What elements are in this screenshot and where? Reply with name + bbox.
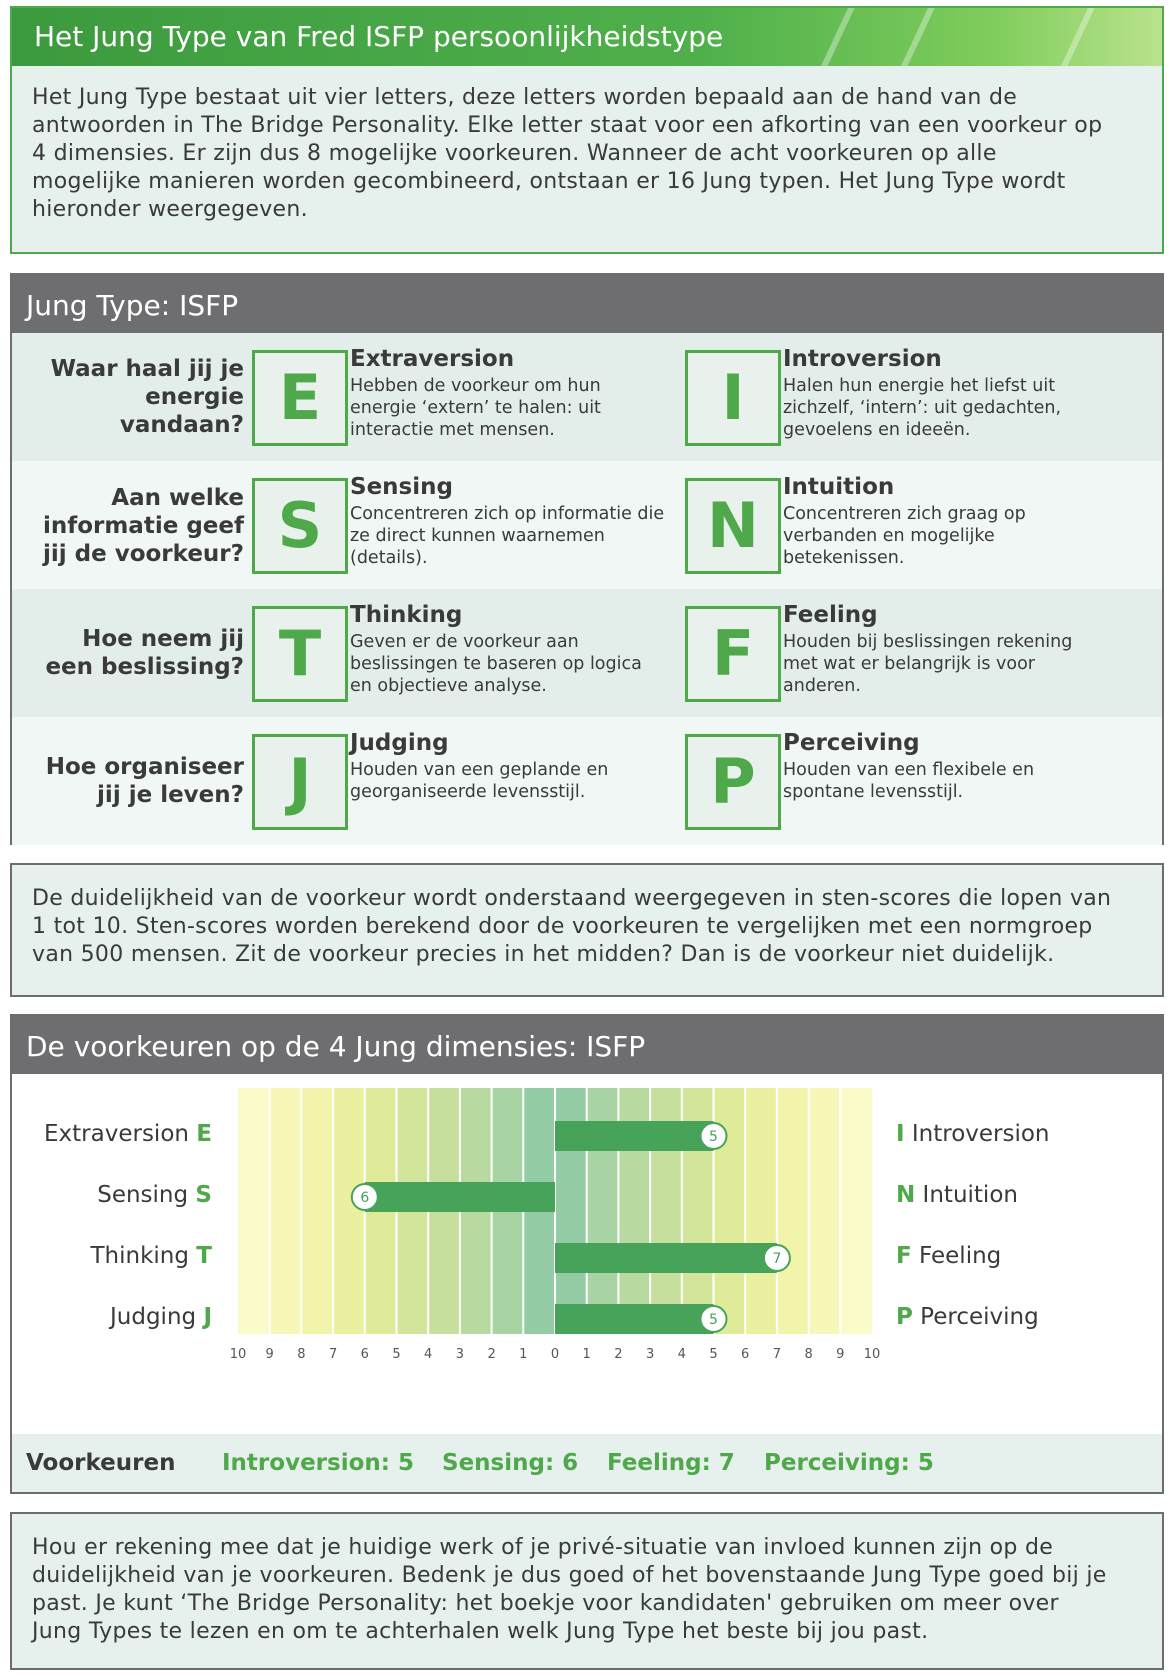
dimension-desc [350, 759, 690, 803]
dimension-title: Extraversion [350, 346, 515, 372]
dimension-title: Intuition [783, 474, 895, 500]
preferences-label: Voorkeuren [26, 1450, 176, 1476]
intro-title: Het Jung Type van Fred ISFP persoonlijkheidstype [34, 20, 724, 53]
dimension-desc [350, 503, 690, 569]
intro-text [12, 66, 1162, 224]
preference-item: Perceiving: 5 [764, 1450, 934, 1476]
dimension-right-label [896, 1121, 1050, 1147]
preference-chart [12, 1074, 1162, 1434]
left-label-letter: S [195, 1182, 212, 1208]
right-label-text: Intuition [915, 1182, 1018, 1208]
question-line: jij je leven? [97, 782, 244, 808]
dimension-title: Feeling [783, 602, 878, 628]
x-tick-label: 0 [550, 1347, 560, 1362]
desc-line: georganiseerde levensstijl. [350, 782, 586, 802]
preference-item: Introversion: 5 [222, 1450, 414, 1476]
text-line: 4 dimensies. Er zijn dus 8 mogelijke voorkeuren. Wanneer de acht voorkeuren op alle [32, 141, 997, 166]
right-label-letter: N [896, 1182, 916, 1208]
chart-bar [555, 1243, 777, 1273]
letter-box-P: P [685, 734, 781, 830]
dimensions-title: De voorkeuren op de 4 Jung dimensies: ISFP [12, 1016, 1162, 1074]
chart-band [301, 1088, 333, 1334]
dimension-desc [783, 631, 1123, 697]
letter-box-E: E [252, 350, 348, 446]
sten-info-panel [10, 863, 1164, 997]
jung-row-decision [12, 589, 1162, 717]
x-tick-label: 6 [360, 1347, 369, 1362]
text-line: past. Je kunt ‘The Bridge Personality: het boekje voor kandidaten' gebruiken om meer over [32, 1591, 1059, 1616]
question-energy [22, 355, 244, 439]
intro-header [12, 8, 1162, 66]
desc-line: (details). [350, 548, 428, 568]
x-tick-label: 7 [328, 1347, 338, 1362]
text-line: antwoorden in The Bridge Personality. Elke letter staat voor een afkorting van een voorkeur op [32, 113, 1103, 138]
question-line: Hoe neem jij [82, 626, 244, 652]
text-line: Het Jung Type bestaat uit vier letters, deze letters worden bepaald aan de hand van de [32, 85, 1018, 110]
chart-band [333, 1088, 365, 1334]
desc-line: Geven er de voorkeur aan [350, 632, 579, 652]
desc-line: energie ‘extern’ te halen: uit [350, 398, 601, 418]
dimension-title: Judging [350, 730, 449, 756]
x-tick-label: 2 [614, 1347, 623, 1362]
desc-line: ze direct kunnen waarnemen [350, 526, 605, 546]
jung-row-organise [12, 717, 1162, 845]
chart-band [745, 1088, 777, 1334]
desc-line: Houden van een geplande en [350, 760, 609, 780]
dimension-desc [783, 759, 1123, 803]
desc-line: Hebben de voorkeur om hun [350, 376, 601, 396]
chart-bar [555, 1304, 714, 1334]
right-label-text: Feeling [911, 1243, 1002, 1269]
left-label-letter: T [196, 1243, 212, 1269]
text-line: 1 tot 10. Sten-scores worden berekend door de voorkeuren te vergelijken met een normgroep [32, 914, 1093, 939]
question-line: een beslissing? [45, 654, 244, 680]
dimension-desc [783, 503, 1123, 569]
x-tick-label: 10 [229, 1347, 247, 1362]
desc-line: interactie met mensen. [350, 420, 555, 440]
desc-line: spontane levensstijl. [783, 782, 964, 802]
left-label-text: Judging [110, 1304, 204, 1330]
question-line: Waar haal jij je [50, 356, 244, 382]
chart-band [840, 1088, 872, 1334]
desc-line: gevoelens en ideeën. [783, 420, 971, 440]
dimension-right-label [896, 1182, 1018, 1208]
text-line: van 500 mensen. Zit de voorkeur precies in het midden? Dan is de voorkeur niet duidelijk. [32, 942, 1055, 967]
right-label-text: Perceiving [912, 1304, 1039, 1330]
question-information [22, 484, 244, 568]
chart-bar [555, 1121, 714, 1151]
bar-value-label: 6 [360, 1190, 370, 1206]
text-line: De duidelijkheid van de voorkeur wordt onderstaand weergegeven in sten-scores die lopen van [32, 886, 1112, 911]
right-label-text: Introversion [904, 1121, 1050, 1147]
left-label-letter: E [196, 1121, 212, 1147]
x-tick-label: 7 [772, 1347, 782, 1362]
desc-line: betekenissen. [783, 548, 905, 568]
dimension-left-label [91, 1243, 213, 1269]
letter-box-I: I [685, 350, 781, 446]
preference-item: Sensing: 6 [442, 1450, 579, 1476]
x-tick-label: 3 [455, 1347, 465, 1362]
left-label-text: Extraversion [44, 1121, 197, 1147]
x-tick-label: 3 [645, 1347, 655, 1362]
chart-band [238, 1088, 270, 1334]
dimension-title: Thinking [350, 602, 463, 628]
chart-bar [365, 1182, 555, 1212]
dimensions-panel [10, 1014, 1164, 1494]
desc-line: Concentreren zich op informatie die [350, 504, 665, 524]
chart-band [777, 1088, 809, 1334]
question-line: Hoe organiseer [45, 754, 244, 780]
left-label-text: Sensing [97, 1182, 196, 1208]
desc-line: zichzelf, ‘intern’: uit gedachten, [783, 398, 1062, 418]
letter-box-N: N [685, 478, 781, 574]
intro-panel [10, 6, 1164, 254]
desc-line: beslissingen te baseren op logica [350, 654, 642, 674]
question-line: Aan welke [111, 485, 244, 511]
preference-item: Feeling: 7 [607, 1450, 735, 1476]
dimension-desc [350, 375, 690, 441]
jung-row-information [12, 461, 1162, 589]
dimension-right-label [896, 1243, 1001, 1269]
bar-value-label: 5 [709, 1129, 718, 1145]
text-line: Hou er rekening mee dat je huidige werk of je privé-situatie van invloed kunnen zijn op de [32, 1535, 1054, 1560]
x-tick-label: 1 [519, 1347, 528, 1362]
dimension-title: Introversion [783, 346, 942, 372]
x-tick-label: 6 [741, 1347, 750, 1362]
x-tick-label: 10 [863, 1347, 881, 1362]
desc-line: Concentreren zich graag op [783, 504, 1026, 524]
x-tick-label: 4 [424, 1347, 433, 1362]
x-tick-label: 1 [582, 1347, 591, 1362]
desc-line: Houden van een flexibele en [783, 760, 1035, 780]
x-tick-label: 9 [836, 1347, 845, 1362]
letter-box-F: F [685, 606, 781, 702]
closing-panel [10, 1512, 1164, 1670]
jung-type-panel [10, 273, 1164, 845]
question-line: informatie geef [42, 513, 244, 539]
text-line: duidelijkheid van je voorkeuren. Bedenk je dus goed of het bovenstaande Jung Type goed bij je [32, 1563, 1107, 1588]
x-tick-label: 8 [297, 1347, 306, 1362]
dimension-desc [350, 631, 690, 697]
preferences-footer [12, 1434, 1162, 1492]
chart-band [270, 1088, 302, 1334]
left-label-letter: J [203, 1304, 212, 1330]
x-tick-label: 5 [709, 1347, 718, 1362]
right-label-letter: P [896, 1304, 913, 1330]
question-line: energie [145, 384, 244, 410]
question-line: vandaan? [119, 412, 244, 438]
dimension-right-label [896, 1304, 1039, 1330]
desc-line: verbanden en mogelijke [783, 526, 995, 546]
text-line: Jung Types te lezen en om te achterhalen welk Jung Type het beste bij jou past. [32, 1619, 929, 1644]
desc-line: Halen hun energie het liefst uit [783, 376, 1056, 396]
desc-line: en objectieve analyse. [350, 676, 547, 696]
question-line: jij de voorkeur? [42, 541, 244, 567]
question-organise [22, 753, 244, 809]
dimension-left-label [97, 1182, 212, 1208]
jung-row-energy [12, 333, 1162, 461]
desc-line: met wat er belangrijk is voor [783, 654, 1036, 674]
left-label-text: Thinking [90, 1243, 197, 1269]
dimension-title: Perceiving [783, 730, 920, 756]
x-tick-label: 5 [392, 1347, 401, 1362]
jung-type-title: Jung Type: ISFP [12, 275, 1162, 333]
text-line: hieronder weergegeven. [32, 197, 308, 222]
letter-box-J: J [252, 734, 348, 830]
x-tick-label: 8 [804, 1347, 813, 1362]
text-line: mogelijke manieren worden gecombineerd, ontstaan er 16 Jung typen. Het Jung Type wordt [32, 169, 1066, 194]
sten-info-text [12, 865, 1162, 969]
bar-value-label: 5 [709, 1312, 718, 1328]
dimension-title: Sensing [350, 474, 453, 500]
dimension-left-label [44, 1121, 212, 1147]
bar-value-label: 7 [772, 1251, 782, 1267]
right-label-letter: F [896, 1243, 912, 1269]
x-tick-label: 2 [487, 1347, 496, 1362]
question-decision [22, 625, 244, 681]
desc-line: anderen. [783, 676, 861, 696]
x-tick-label: 4 [677, 1347, 686, 1362]
dimension-left-label [110, 1304, 212, 1330]
right-label-letter: I [896, 1121, 905, 1147]
x-tick-label: 9 [265, 1347, 274, 1362]
chart-band [809, 1088, 841, 1334]
letter-box-T: T [252, 606, 348, 702]
desc-line: Houden bij beslissingen rekening [783, 632, 1073, 652]
dimension-desc [783, 375, 1123, 441]
closing-text [12, 1514, 1162, 1646]
letter-box-S: S [252, 478, 348, 574]
